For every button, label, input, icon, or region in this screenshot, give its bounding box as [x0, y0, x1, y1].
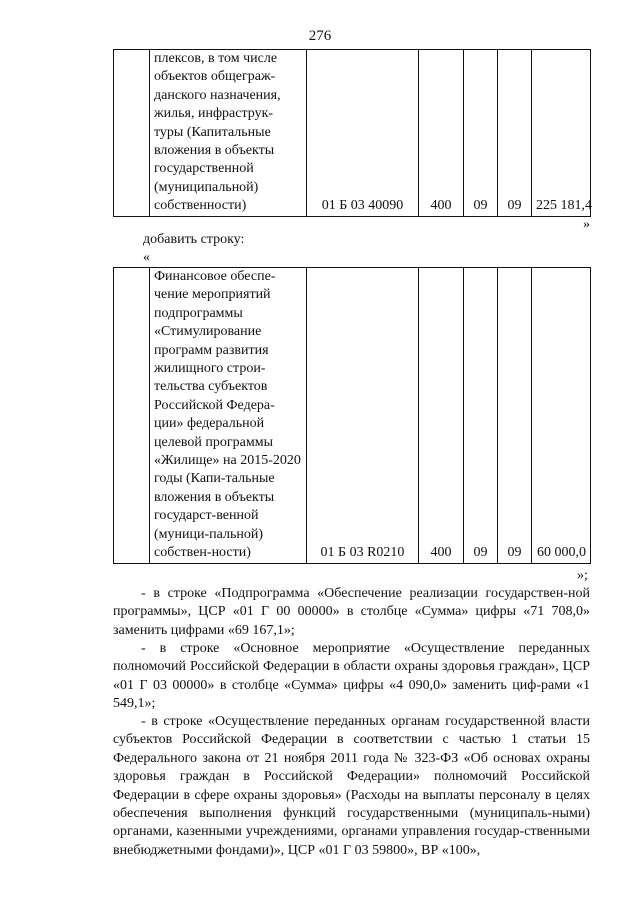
amendment-paragraph: - в строке «Подпрограмма «Обеспечение реализации государствен-ной программы», ЦСР «01 Г 00 00000» в столбце «Сумма» цифры «71 708,0» заменить цифрами «69 167,1»;: [113, 586, 590, 638]
table-cell-csr-code: 01 Б 03 40090: [307, 50, 419, 217]
table-cell-name: Финансовое обеспе-чение мероприятий подпрограммы «Стимулирование программ развития жилищного строи-тельства субъектов Российской Федера-ции» федеральной целевой программы «Жилище» на 2015-2020 годы (Капи-тальные вложения в объекты государст-венной (муници-пальной) собствен-ности): [150, 268, 307, 564]
amendment-paragraph: - в строке «Основное мероприятие «Осуществление переданных полномочий Российской Федерации в области охраны здоровья граждан», ЦСР «01 Г 03 00000» в столбце «Сумма» цифры «4 090,0» заменить циф-рами «1 549,1»;: [113, 641, 590, 712]
table-cell-csr-code: 01 Б 03 R0210: [307, 268, 419, 564]
closing-quote: »: [583, 217, 590, 232]
amendment-paragraph: - в строке «Осуществление переданных органам государственной власти субъектов Российской Федерации в соответствии с частью 1 статьи 15 Федерального закона от 21 ноября 2011 года № 323-ФЗ «Об основах охраны здоровья граждан в Российской Федерации» полномочий Российской Федерации в сфере охраны здоровья» (Расходы на выплаты персоналу в целях обеспечения выполнения функций государственными (муниципаль-ными) органами, казенными учреждениями, органами управления государ-ственными внебюджетными фондами)», ЦСР «01 Г 03 59800», ВР «100»,: [113, 714, 590, 858]
table-row: [114, 268, 591, 564]
page-number: 276: [308, 28, 332, 44]
table-cell-rz: 09: [464, 268, 498, 564]
budget-table-new-row: [113, 267, 591, 564]
add-row-label: добавить строку:: [143, 232, 245, 247]
budget-table-continued: [113, 49, 591, 217]
table-cell-name: плексов, в том числе объектов общеграж-данского назначения, жилья, инфраструк-туры (Капитальные вложения в объекты государственной (муниципальной) собственности): [150, 50, 307, 217]
table-row: [114, 50, 591, 217]
table-cell-sum: 225 181,4: [532, 50, 591, 217]
table-cell-blank: [114, 50, 150, 217]
table-cell-vr: 400: [419, 50, 464, 217]
table-cell-vr: 400: [419, 268, 464, 564]
closing-quote: »;: [577, 568, 588, 583]
opening-quote: «: [143, 250, 150, 265]
table-cell-pr: 09: [498, 50, 532, 217]
table-cell-blank: [114, 268, 150, 564]
table-cell-sum: 60 000,0: [532, 268, 591, 564]
table-cell-rz: 09: [464, 50, 498, 217]
table-cell-pr: 09: [498, 268, 532, 564]
